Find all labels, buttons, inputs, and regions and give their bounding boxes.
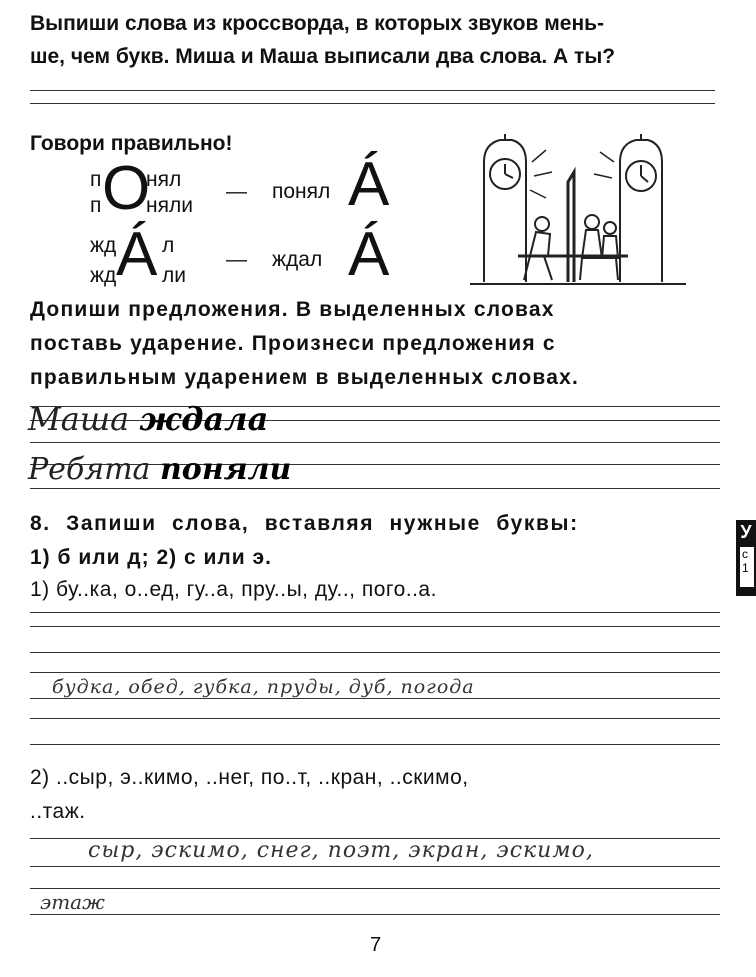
side-tab-small2: 1	[742, 561, 749, 575]
writing-line	[30, 442, 720, 443]
stressed-letter: Á	[116, 220, 158, 289]
task2-line2: поставь ударение. Произнеси предложения с	[30, 332, 556, 355]
task8-line1: 8. Запиши слова, вставляя нужные буквы:	[30, 512, 579, 535]
correct-word: понял	[272, 180, 331, 203]
side-tab-inner	[740, 547, 754, 587]
writing-line	[30, 672, 720, 673]
hw-plain: Маша	[28, 400, 130, 438]
dash: —	[226, 180, 247, 203]
writing-line	[30, 626, 720, 627]
hw-bold-word: поняли	[160, 452, 292, 487]
left-post-icon	[484, 140, 526, 282]
stressed-letter: Á	[348, 150, 390, 219]
handwritten-answer1: будка, обед, губка, пруды, дуб, погода	[52, 676, 475, 698]
task1-line1: Выпиши слова из кроссворда, в которых звуков мень-	[30, 12, 605, 35]
task1-line2: ше, чем букв. Миша и Маша выписали два слова. А ты?	[30, 45, 616, 68]
side-tab-small1: с	[742, 547, 748, 561]
writing-line	[30, 866, 720, 867]
word-ending: нял	[146, 168, 182, 191]
word-ending: ли	[162, 264, 186, 287]
writing-line	[30, 612, 720, 613]
prefix: п	[90, 168, 102, 191]
prefix: п	[90, 194, 102, 217]
stressed-letter: Á	[348, 220, 390, 289]
side-tab	[736, 520, 756, 596]
hw-bold-word: ждала	[139, 400, 269, 438]
task2-line1: Допиши предложения. В выделенных словах	[30, 298, 555, 321]
page-number: 7	[370, 934, 382, 956]
handwritten-sentence2	[28, 452, 291, 487]
task8-line2: 1) б или д; 2) с или э.	[30, 546, 272, 569]
handwritten-answer2-line2: этаж	[40, 890, 105, 914]
writing-line	[30, 488, 720, 489]
writing-line	[30, 744, 720, 745]
writing-line	[30, 698, 720, 699]
speak-title: Говори правильно!	[30, 132, 233, 155]
side-tab-letter: У	[740, 522, 752, 542]
hw-plain: Ребята	[28, 452, 151, 487]
prefix: жд	[90, 234, 117, 257]
task2-line3: правильным ударением в выделенных словах.	[30, 366, 580, 389]
word-ending: няли	[146, 194, 193, 217]
handwritten-answer2-line1: сыр, эскимо, снег, поэт, экран, эскимо,	[88, 838, 594, 863]
exercise1: 1) бу..ка, о..ед, гу..а, пру..ы, ду.., пого..а.	[30, 578, 437, 601]
writing-line	[30, 888, 720, 889]
writing-line	[30, 914, 720, 915]
word-ending: л	[162, 234, 175, 257]
waiting-illustration	[470, 132, 686, 292]
exercise2-line1: 2) ..сыр, э..кимо, ..нег, по..т, ..кран, ..скимо,	[30, 766, 469, 789]
handwritten-sentence1	[28, 400, 268, 438]
dash: —	[226, 248, 247, 271]
writing-line	[30, 90, 715, 91]
stressed-letter: О	[102, 154, 151, 223]
writing-line	[30, 103, 715, 104]
correct-word: ждал	[272, 248, 323, 271]
exercise2-line2: ..таж.	[30, 800, 86, 823]
prefix: жд	[90, 264, 117, 287]
writing-line	[30, 718, 720, 719]
stress-table	[90, 150, 460, 292]
writing-line	[30, 652, 720, 653]
